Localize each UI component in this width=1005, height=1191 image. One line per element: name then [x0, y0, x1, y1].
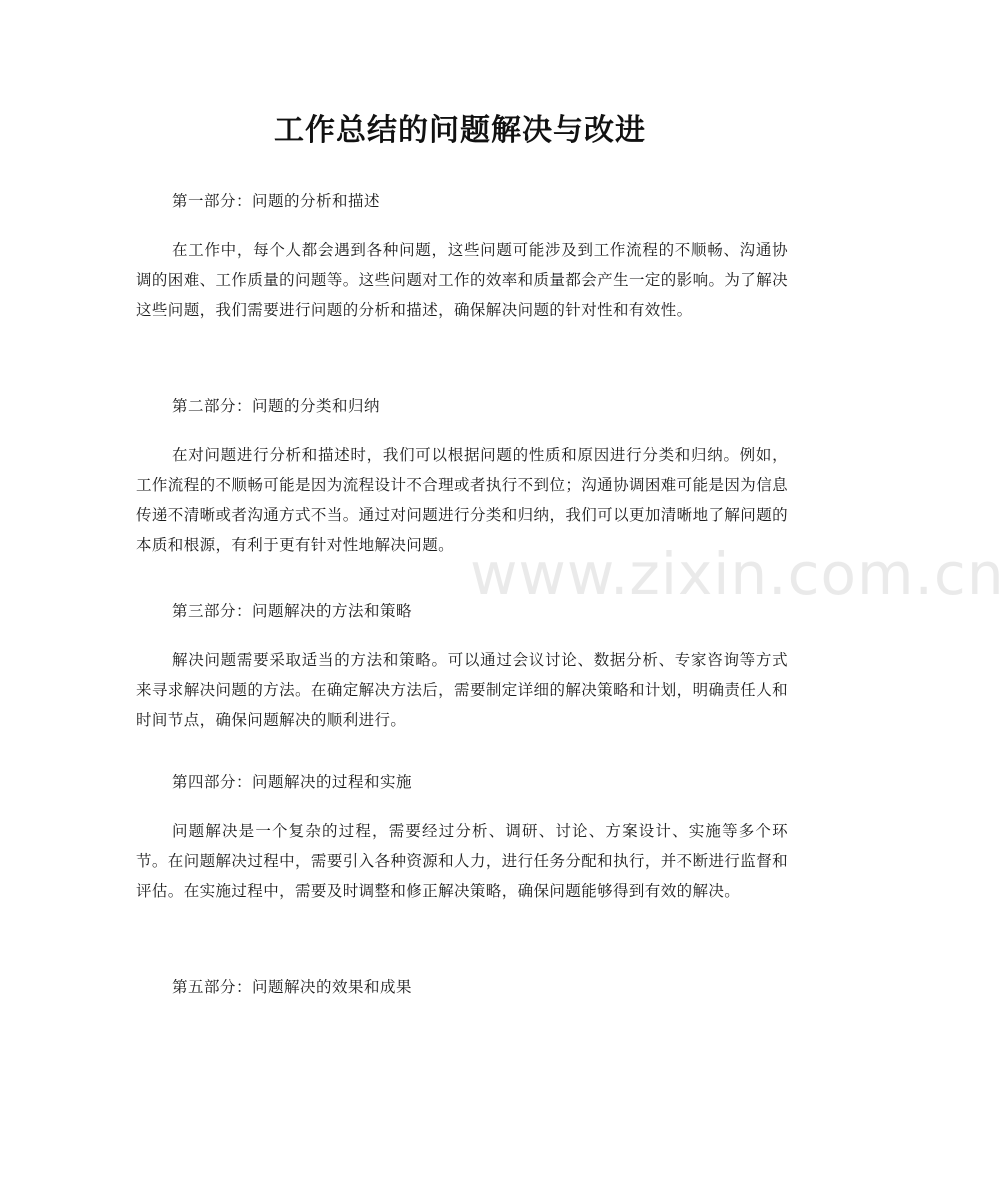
section-heading-5: 第五部分：问题解决的效果和成果 — [172, 978, 413, 996]
watermark-text: www.zixin.com.cn — [470, 540, 1005, 608]
section-body-1: 在工作中，每个人都会遇到各种问题，这些问题可能涉及到工作流程的不顺畅、沟通协调的困难、工作质量的问题等。这些问题对工作的效率和质量都会产生一定的影响。为了解决这些问题，我们需要进行问题的分析和描述，确保解决问题的针对性和有效性。 — [136, 241, 788, 319]
section-heading-3: 第三部分：问题解决的方法和策略 — [172, 602, 413, 620]
section-heading-4: 第四部分：问题解决的过程和实施 — [172, 773, 413, 791]
section-heading-1: 第一部分：问题的分析和描述 — [172, 192, 381, 210]
section-heading-2: 第二部分：问题的分类和归纳 — [172, 397, 381, 415]
document-title: 工作总结的问题解决与改进 — [274, 113, 646, 148]
section-body-3: 解决问题需要采取适当的方法和策略。可以通过会议讨论、数据分析、专家咨询等方式来寻求解决问题的方法。在确定解决方法后，需要制定详细的解决策略和计划，明确责任人和时间节点，确保问题解决的顺利进行。 — [136, 651, 788, 729]
section-body-2: 在对问题进行分析和描述时，我们可以根据问题的性质和原因进行分类和归纳。例如，工作流程的不顺畅可能是因为流程设计不合理或者执行不到位；沟通协调困难可能是因为信息传递不清晰或者沟通方式不当。通过对问题进行分类和归纳，我们可以更加清晰地了解问题的本质和根源，有利于更有针对性地解决问题。 — [136, 446, 788, 554]
section-body-4: 问题解决是一个复杂的过程，需要经过分析、调研、讨论、方案设计、实施等多个环节。在问题解决过程中，需要引入各种资源和人力，进行任务分配和执行，并不断进行监督和评估。在实施过程中，需要及时调整和修正解决策略，确保问题能够得到有效的解决。 — [136, 822, 788, 900]
